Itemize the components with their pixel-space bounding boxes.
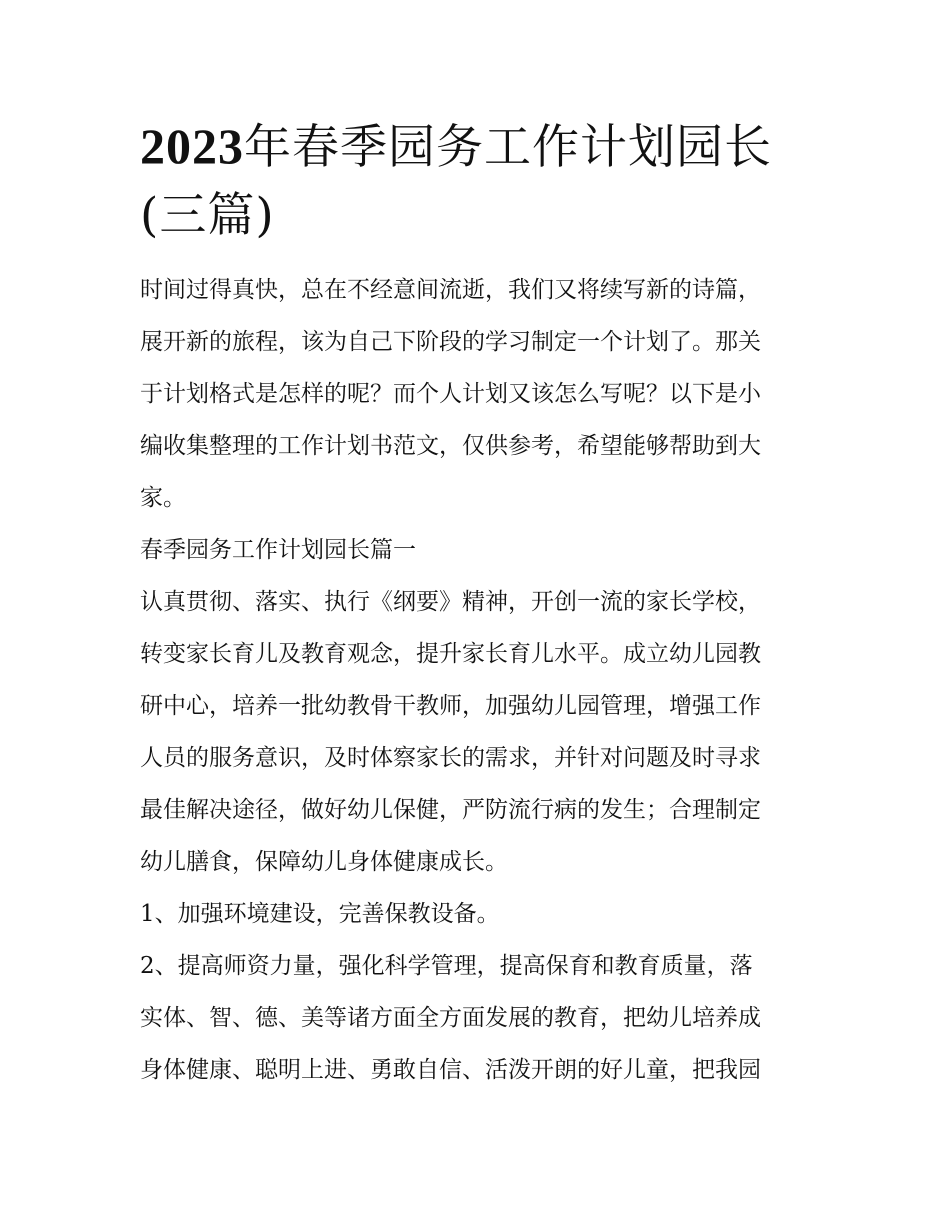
text-line: 时间过得真快，总在不经意间流逝，我们又将续写新的诗篇，	[140, 277, 761, 303]
text-line: 研中心，培养一批幼教骨干教师，加强幼儿园管理，增强工作	[140, 693, 761, 719]
document-body	[140, 264, 812, 1096]
list-item-1	[140, 888, 812, 940]
document-title	[140, 112, 812, 250]
text-line: 身体健康、聪明上进、勇敢自信、活泼开朗的好儿童，把我园	[140, 1057, 761, 1083]
text-line: 编收集整理的工作计划书范文，仅供参考，希望能够帮助到大	[140, 433, 761, 459]
text-line: 转变家长育儿及教育观念，提升家长育儿水平。成立幼儿园教	[140, 641, 761, 667]
text-line: 2、提高师资力量，强化科学管理，提高保育和教育质量，落	[140, 953, 753, 979]
text-line: 1、加强环境建设，完善保教设备。	[140, 901, 500, 927]
text-line: 幼儿膳食，保障幼儿身体健康成长。	[140, 849, 508, 875]
text-line: 实体、智、德、美等诸方面全方面发展的教育，把幼儿培养成	[140, 1005, 761, 1031]
text-line: 最佳解决途径，做好幼儿保健，严防流行病的发生；合理制定	[140, 797, 761, 823]
list-item-2	[140, 940, 812, 1096]
text-line: 展开新的旅程，该为自己下阶段的学习制定一个计划了。那关	[140, 329, 761, 355]
text-line: 于计划格式是怎样的呢？而个人计划又该怎么写呢？以下是小	[140, 381, 761, 407]
title-line2: (三篇)	[140, 188, 275, 243]
title-year: 2023	[140, 118, 244, 174]
document-page	[140, 112, 812, 1096]
text-line: 认真贯彻、落实、执行《纲要》精神，开创一流的家长学校，	[140, 589, 761, 615]
section-heading: 春季园务工作计划园长篇一	[140, 537, 416, 563]
text-line: 人员的服务意识，及时体察家长的需求，并针对问题及时寻求	[140, 745, 761, 771]
section-paragraph	[140, 576, 812, 888]
intro-paragraph	[140, 264, 812, 524]
title-line1-text: 年春季园务工作计划园长	[244, 120, 772, 175]
text-line: 家。	[140, 485, 186, 511]
